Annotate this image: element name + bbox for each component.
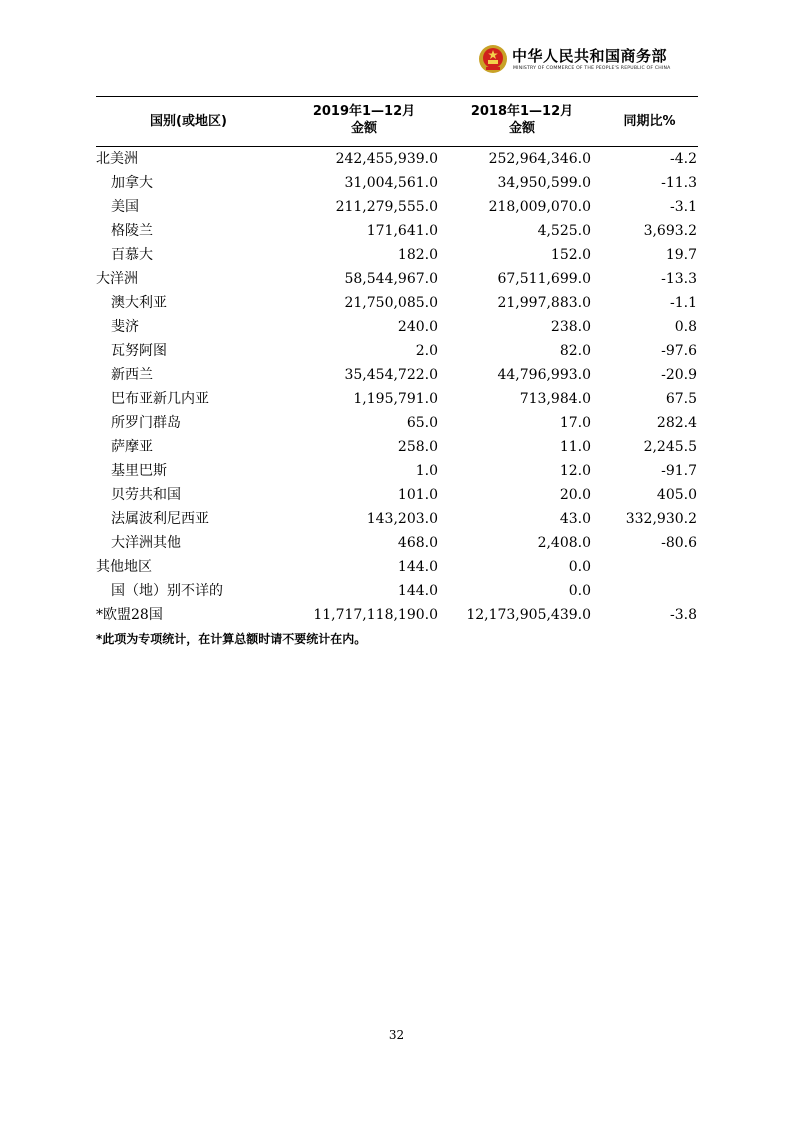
row-amount-2019: 143,203.0 [366, 511, 438, 527]
row-amount-2019: 58,544,967.0 [344, 271, 438, 287]
row-country-name: 大洋洲 [96, 271, 138, 287]
table-row [0, 411, 793, 435]
row-yoy-percent: 0.8 [674, 319, 697, 335]
table-row [0, 555, 793, 579]
row-amount-2018: 252,964,346.0 [488, 151, 591, 167]
header-2018 [443, 103, 601, 137]
footnote: *此项为专项统计，在计算总额时请不要统计在内。 [96, 632, 367, 646]
row-country-name: 巴布亚新几内亚 [111, 391, 209, 407]
row-amount-2018: 17.0 [559, 415, 591, 431]
row-yoy-percent: -91.7 [661, 463, 697, 479]
row-amount-2019: 11,717,118,190.0 [313, 607, 438, 623]
table-row [0, 195, 793, 219]
table-row [0, 387, 793, 411]
row-country-name: 萨摩亚 [111, 439, 153, 455]
row-yoy-percent: -3.1 [670, 199, 697, 215]
table-row [0, 147, 793, 171]
header-2019-period: 2019年1—12月 [312, 104, 416, 119]
row-amount-2018: 12.0 [559, 463, 591, 479]
row-country-name: 瓦努阿图 [111, 343, 167, 359]
table-row [0, 363, 793, 387]
row-amount-2018: 4,525.0 [537, 223, 591, 239]
row-amount-2019: 21,750,085.0 [344, 295, 438, 311]
ministry-name-cn: 中华人民共和国商务部 [512, 47, 668, 65]
table-row [0, 531, 793, 555]
row-country-name: 北美洲 [96, 151, 138, 167]
table-row [0, 603, 793, 627]
row-country-name: 美国 [111, 199, 139, 215]
row-amount-2019: 31,004,561.0 [344, 175, 438, 191]
table-row [0, 435, 793, 459]
table-row [0, 267, 793, 291]
table-row [0, 507, 793, 531]
row-amount-2018: 713,984.0 [519, 391, 591, 407]
row-amount-2018: 21,997,883.0 [497, 295, 591, 311]
row-amount-2018: 218,009,070.0 [488, 199, 591, 215]
row-amount-2018: 43.0 [559, 511, 591, 527]
row-amount-2018: 238.0 [550, 319, 591, 335]
row-country-name: *欧盟28国 [96, 607, 163, 623]
row-yoy-percent: 67.5 [665, 391, 697, 407]
table-body [0, 147, 793, 627]
row-country-name: 澳大利亚 [111, 295, 167, 311]
row-amount-2018: 12,173,905,439.0 [466, 607, 591, 623]
row-amount-2019: 211,279,555.0 [335, 199, 438, 215]
row-country-name: 加拿大 [111, 175, 153, 191]
row-amount-2019: 240.0 [397, 319, 438, 335]
row-yoy-percent: -1.1 [670, 295, 697, 311]
row-yoy-percent: -4.2 [670, 151, 697, 167]
row-amount-2018: 34,950,599.0 [497, 175, 591, 191]
row-amount-2018: 67,511,699.0 [497, 271, 591, 287]
row-amount-2019: 258.0 [397, 439, 438, 455]
row-country-name: 其他地区 [96, 559, 152, 575]
row-amount-2019: 144.0 [397, 583, 438, 599]
table-row [0, 579, 793, 603]
row-country-name: 法属波利尼西亚 [111, 511, 209, 527]
row-yoy-percent: 3,693.2 [643, 223, 697, 239]
row-amount-2018: 2,408.0 [537, 535, 591, 551]
row-yoy-percent: 2,245.5 [643, 439, 697, 455]
table-row [0, 339, 793, 363]
row-country-name: 新西兰 [111, 367, 153, 383]
row-yoy-percent: 332,930.2 [625, 511, 697, 527]
row-amount-2019: 242,455,939.0 [335, 151, 438, 167]
row-amount-2019: 144.0 [397, 559, 438, 575]
table-row [0, 483, 793, 507]
row-yoy-percent: -97.6 [661, 343, 697, 359]
header-2018-amount: 金额 [508, 121, 535, 136]
row-amount-2018: 20.0 [559, 487, 591, 503]
row-country-name: 基里巴斯 [111, 463, 167, 479]
row-amount-2018: 0.0 [568, 559, 591, 575]
row-country-name: 所罗门群岛 [111, 415, 181, 431]
ministry-name-en: MINISTRY OF COMMERCE OF THE PEOPLE'S REPUBLIC OF CHINA [513, 66, 671, 71]
header-yoy-percent: 同期比% [623, 114, 676, 129]
row-amount-2018: 44,796,993.0 [497, 367, 591, 383]
table-top-rule [96, 96, 698, 97]
row-country-name: 百慕大 [111, 247, 153, 263]
header-2018-period: 2018年1—12月 [470, 104, 574, 119]
row-yoy-percent: -13.3 [661, 271, 697, 287]
row-amount-2018: 0.0 [568, 583, 591, 599]
row-country-name: 格陵兰 [111, 223, 153, 239]
row-amount-2019: 65.0 [406, 415, 438, 431]
table-row [0, 171, 793, 195]
row-amount-2019: 1.0 [415, 463, 438, 479]
row-amount-2019: 1,195,791.0 [353, 391, 438, 407]
row-yoy-percent: 405.0 [656, 487, 697, 503]
row-amount-2018: 152.0 [550, 247, 591, 263]
row-amount-2019: 468.0 [397, 535, 438, 551]
page-number: 32 [388, 1028, 405, 1042]
row-amount-2019: 182.0 [397, 247, 438, 263]
row-yoy-percent: -3.8 [670, 607, 697, 623]
national-emblem-icon [478, 44, 508, 74]
header-2019-amount: 金额 [350, 121, 377, 136]
table-row [0, 291, 793, 315]
row-amount-2019: 171,641.0 [366, 223, 438, 239]
header-country: 国别(或地区) [150, 114, 227, 129]
header-2019 [285, 103, 443, 137]
row-yoy-percent: 282.4 [656, 415, 697, 431]
row-amount-2019: 2.0 [415, 343, 438, 359]
row-amount-2018: 82.0 [559, 343, 591, 359]
row-amount-2019: 35,454,722.0 [344, 367, 438, 383]
table-row [0, 459, 793, 483]
row-country-name: 大洋洲其他 [111, 535, 181, 551]
table-row [0, 219, 793, 243]
row-amount-2018: 11.0 [559, 439, 591, 455]
row-yoy-percent: -80.6 [661, 535, 697, 551]
row-country-name: 贝劳共和国 [111, 487, 181, 503]
row-country-name: 国（地）别不详的 [111, 583, 223, 599]
row-amount-2019: 101.0 [397, 487, 438, 503]
table-row [0, 315, 793, 339]
row-country-name: 斐济 [111, 319, 139, 335]
table-row [0, 243, 793, 267]
row-yoy-percent: -11.3 [661, 175, 697, 191]
row-yoy-percent: -20.9 [661, 367, 697, 383]
row-yoy-percent: 19.7 [665, 247, 697, 263]
